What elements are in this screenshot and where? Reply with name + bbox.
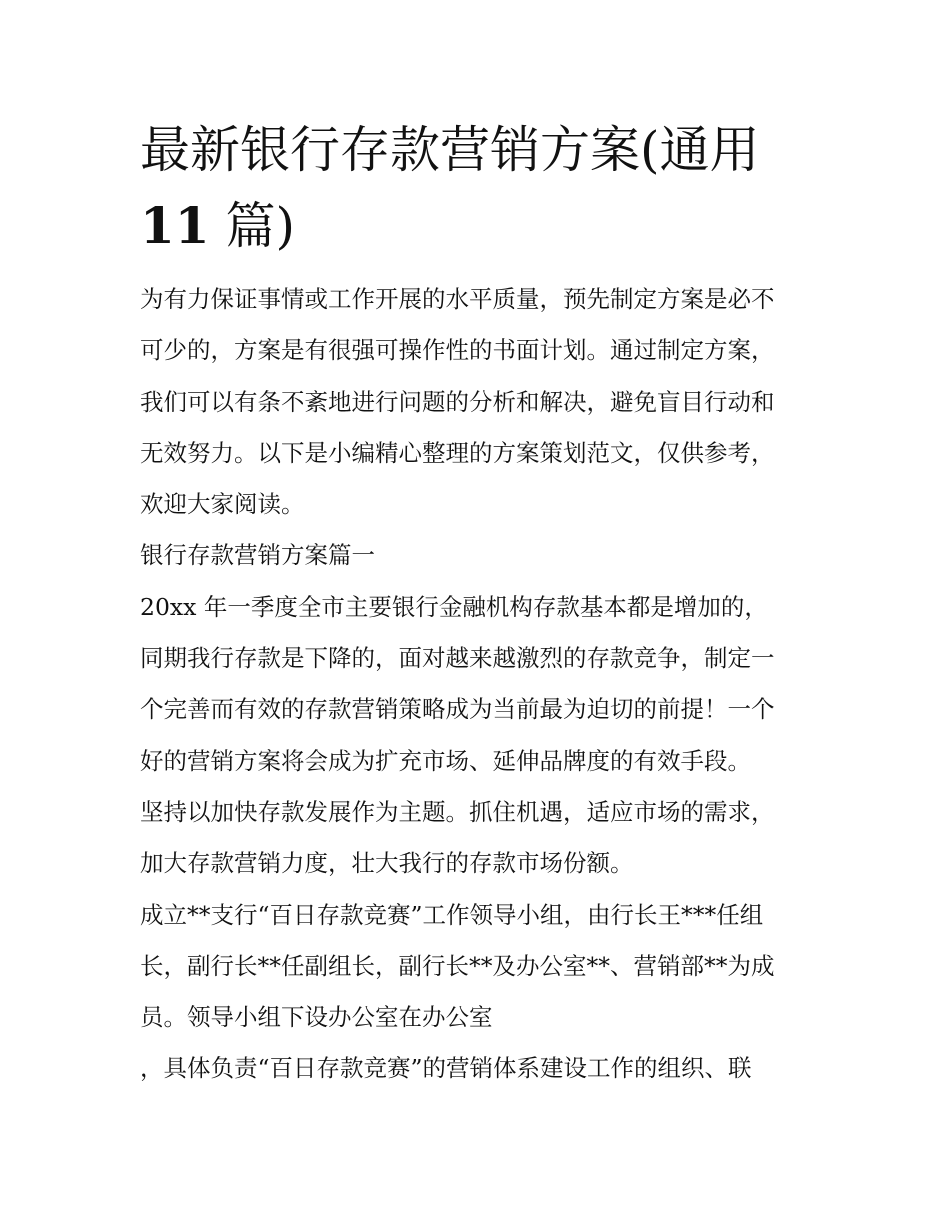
title-suffix: 篇) <box>209 197 295 255</box>
body-line: 长，副行长**任副组长，副行长**及办公室**、营销部**为成 <box>140 951 775 980</box>
body-line: 无效努力。以下是小编精心整理的方案策划范文，仅供参考， <box>140 438 775 467</box>
body-line: ，具体负责“百日存款竞赛”的营销体系建设工作的组织、联 <box>140 1054 752 1083</box>
title-line-1: 最新银行存款营销方案(通用 <box>140 121 760 179</box>
body-line: 个完善而有效的存款营销策略成为当前最为迫切的前提！一个 <box>140 695 775 724</box>
body-line: 坚持以加快存款发展作为主题。抓住机遇，适应市场的需求， <box>140 797 775 826</box>
body-line: 20xx 年一季度全市主要银行金融机构存款基本都是增加的， <box>140 592 768 621</box>
document-body <box>140 274 820 1095</box>
body-line: 同期我行存款是下降的，面对越来越激烈的存款竞争，制定一 <box>140 644 775 673</box>
body-line: 欢迎大家阅读。 <box>140 490 305 519</box>
body-line: 成立**支行“百日存款竞赛”工作领导小组，由行长王***任组 <box>140 900 764 929</box>
body-line: 员。领导小组下设办公室在办公室 <box>140 1003 493 1032</box>
body-line: 为有力保证事情或工作开展的水平质量，预先制定方案是必不 <box>140 285 775 313</box>
body-line: 可少的，方案是有很强可操作性的书面计划。通过制定方案， <box>140 336 775 365</box>
section-heading: 银行存款营销方案篇一 <box>140 541 375 570</box>
document-title <box>140 112 800 264</box>
body-line: 加大存款营销力度，壮大我行的存款市场份额。 <box>140 849 634 878</box>
title-number: 11 <box>140 196 210 255</box>
body-line: 我们可以有条不紊地进行问题的分析和解决，避免盲目行动和 <box>140 387 775 416</box>
body-line: 好的营销方案将会成为扩充市场、延伸品牌度的有效手段。 <box>140 746 751 775</box>
